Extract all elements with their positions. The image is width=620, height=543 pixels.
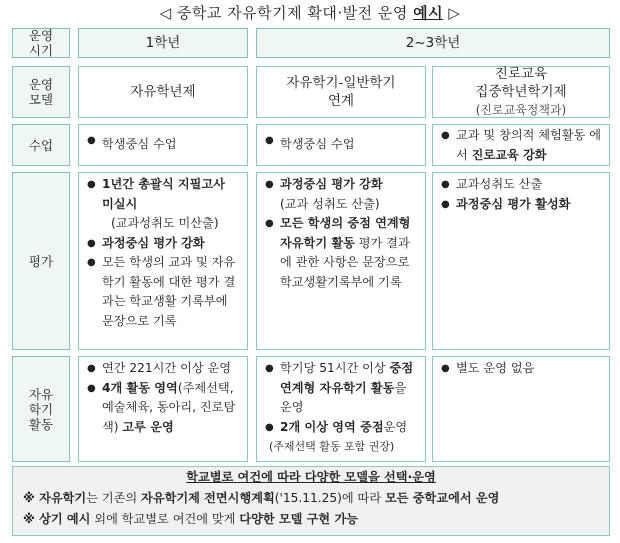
eval-item-6: ● 교과성취도 산출 xyxy=(441,175,601,195)
eval-label: 평가 xyxy=(12,172,70,350)
eval-item-1: ● 1년간 총괄식 지필고사 미실시 xyxy=(87,175,239,214)
activity-label: 자유 학기 활동 xyxy=(12,356,70,462)
class-item-1: ● 학생중심 수업 xyxy=(87,131,239,155)
model3-line2: 집중학년학기제 xyxy=(475,84,567,100)
eval-item-2: ● 과정중심 평가 강화 xyxy=(87,234,239,254)
model3-cell xyxy=(432,66,610,118)
grade1-header: 1학년 xyxy=(78,28,248,58)
grade23-header: 2~3학년 xyxy=(256,28,610,58)
period-label: 운영 시기 xyxy=(12,28,70,58)
activity-cell-3 xyxy=(432,356,610,462)
class-item-2: ● 학생중심 수업 xyxy=(265,131,417,155)
activity-item-2: ● 4개 활동 영역(주제선택, 예술체육, 동아리, 진로탐색) 고루 운영 xyxy=(87,379,239,438)
activity-item-1: ● 연간 221시간 이상 운영 xyxy=(87,359,239,379)
class-label: 수업 xyxy=(12,124,70,166)
model-label: 운영 모델 xyxy=(12,66,70,118)
eval-item-4: ● 과정중심 평가 강화 xyxy=(265,175,417,195)
class-cell-2 xyxy=(256,124,426,166)
activity-item-4-note: (주제선택 활동 포함 권장) xyxy=(269,440,395,453)
footer-note-1: ※ 자유학기는 기존의 자유학기제 전면시행계획('15.11.25)에 따라 모든 중학교에서 운영 xyxy=(23,491,500,505)
model3-line1: 진로교육 xyxy=(494,66,548,82)
model3-line3: (진로교육정책과) xyxy=(475,103,567,117)
eval-item-5: ● 모든 학생의 중점 연계형 자유학기 활동 평가 결과에 관한 사항은 문장으로 학교생활기록부에 기록 xyxy=(265,214,417,292)
eval-item-1-note: (교과성취도 미산출) xyxy=(111,216,219,230)
eval-cell-3 xyxy=(432,172,610,350)
footer-note-2: ※ 상기 예시 외에 학교별로 여건에 맞게 다양한 모델 구현 가능 xyxy=(23,512,358,526)
footer-notes xyxy=(12,466,610,536)
footer-heading: 학교별로 여건에 따라 다양한 모델을 선택·운영 xyxy=(186,470,436,484)
eval-cell-2 xyxy=(256,172,426,350)
page-title: ◁ 중학교 자유학기제 확대·발전 운영 예시 ▷ xyxy=(159,4,461,22)
activity-item-4: ● 2개 이상 영역 중점운영 xyxy=(265,418,417,438)
model2-cell: 자유학기-일반학기 연계 xyxy=(256,66,426,118)
class-cell-1 xyxy=(78,124,248,166)
activity-item-5: ● 별도 운영 없음 xyxy=(441,359,601,379)
eval-item-3: ● 모든 학생의 교과 및 자유학기 활동에 대한 평가 결과는 학교생활 기록부에 문장으로 기록 xyxy=(87,253,239,331)
class-cell-3 xyxy=(432,124,610,166)
model1-cell: 자유학년제 xyxy=(78,66,248,118)
activity-item-3: ● 학기당 51시간 이상 중점 연계형 자유학기 활동을 운영 xyxy=(265,359,417,418)
activity-cell-1 xyxy=(78,356,248,462)
eval-cell-1 xyxy=(78,172,248,350)
class-item-3: ● 교과 및 창의적 체험활동 에서 진로교육 강화 xyxy=(441,126,601,165)
eval-item-4-note: (교과 성취도 산출) xyxy=(280,196,380,211)
eval-item-7: ● 과정중심 평가 활성화 xyxy=(441,195,601,215)
activity-cell-2 xyxy=(256,356,426,462)
